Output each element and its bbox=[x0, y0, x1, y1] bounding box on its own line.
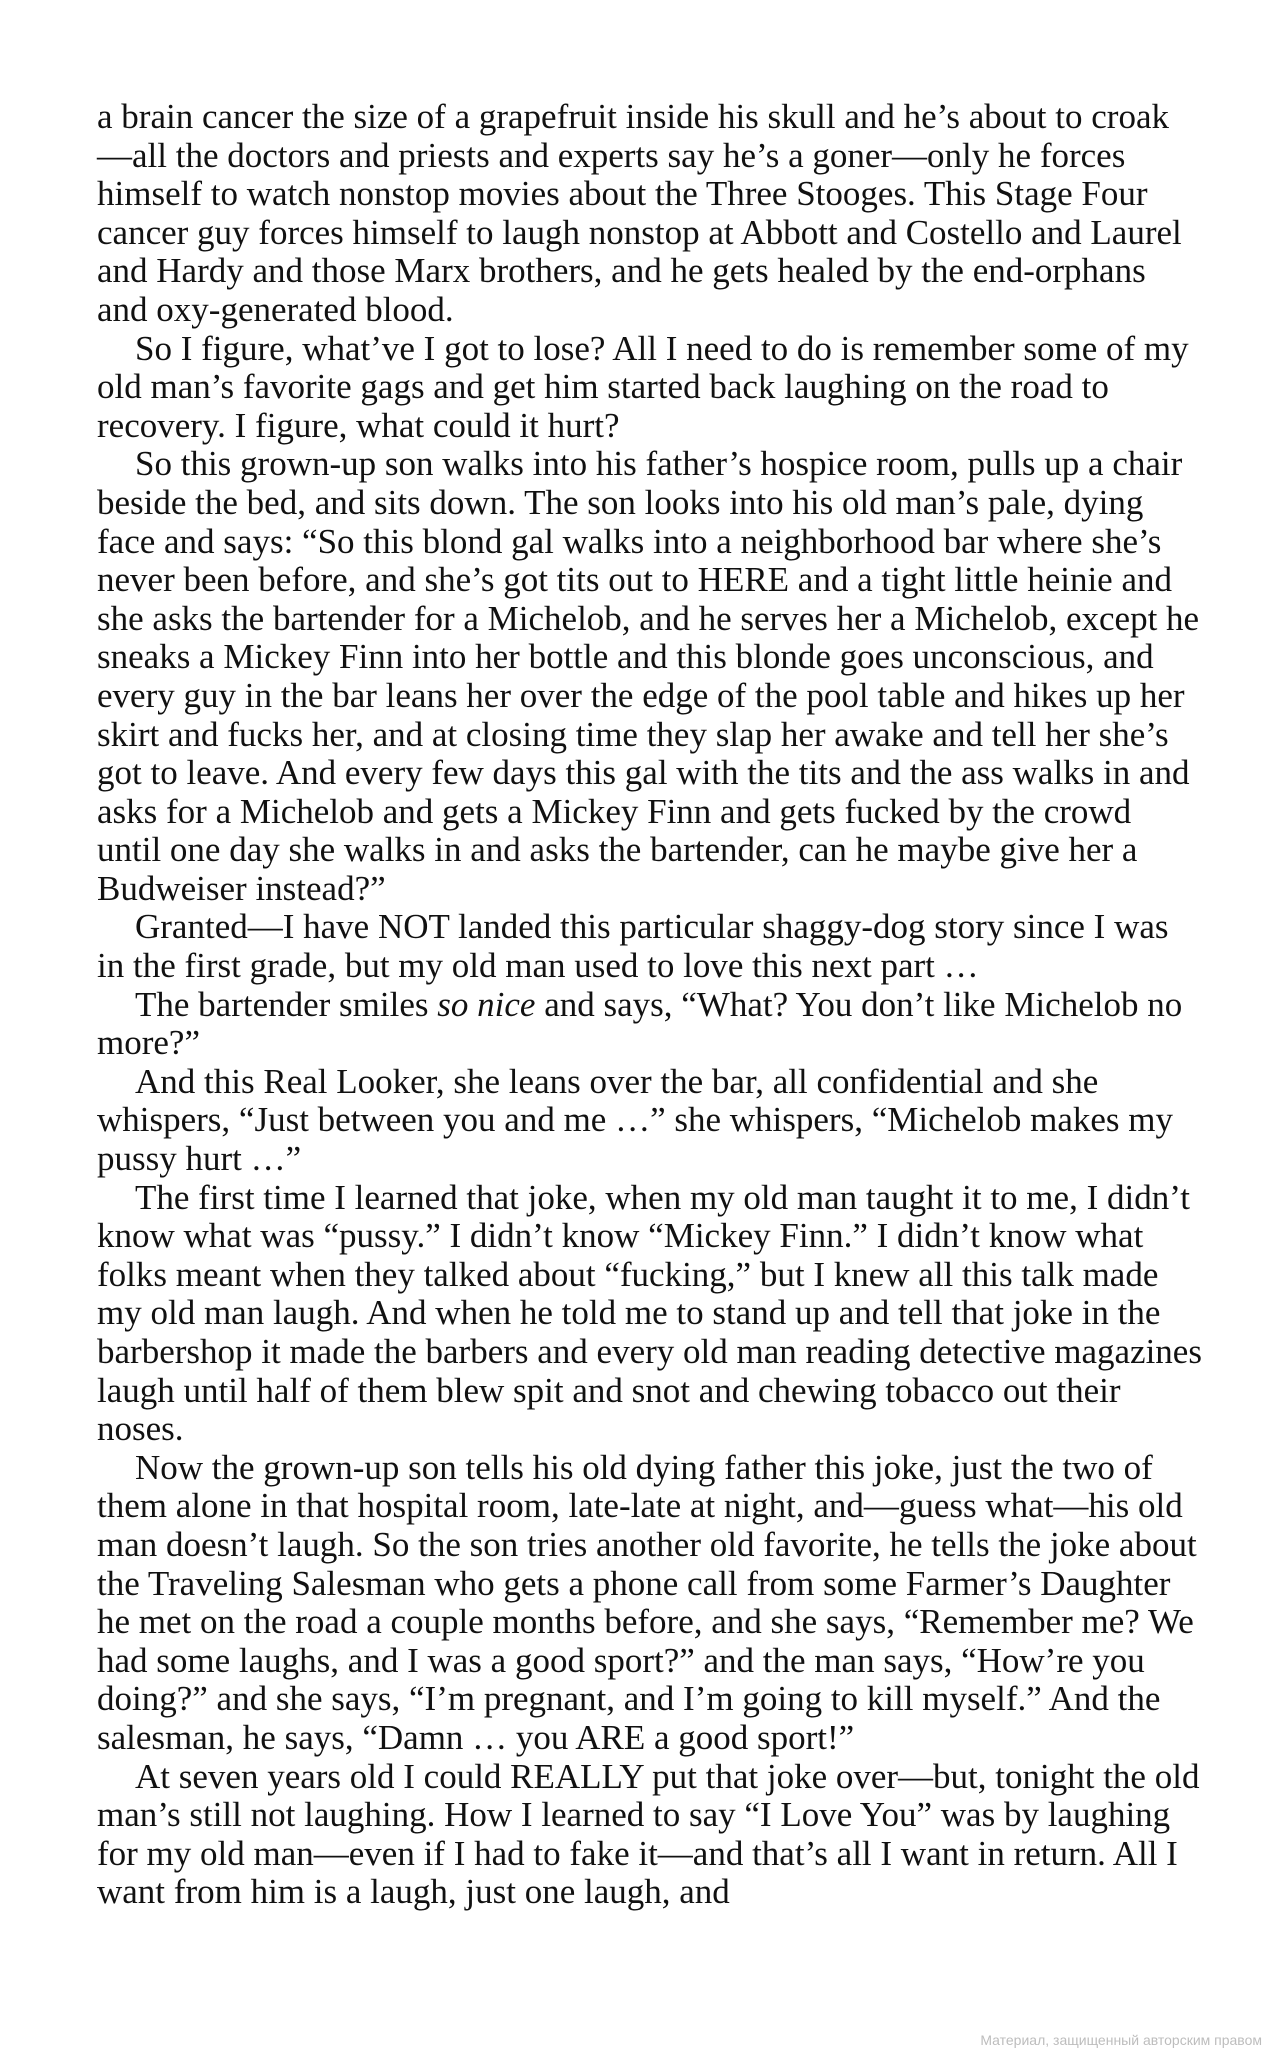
paragraph bbox=[97, 908, 1202, 985]
paragraph-text: So this grown-up son walks into his father’s hospice room, pulls up a chair beside the bed, and sits down. The son looks into his old man’s pale, dying face and says: “So this blond gal walks into a neighborhood bar where she’s never been before, and she’s got tits out to HERE and a tight little heinie and she asks the bartender for a Michelob, and he serves her a Michelob, except he sneaks a Mickey Finn into her bottle and this blonde goes unconscious, and every guy in the bar leans her over the edge of the pool table and hikes up her skirt and fucks her, and at closing time they slap her awake and tell her she’s got to leave. And every few days this gal with the tits and the ass walks in and asks for a Michelob and gets a Mickey Finn and gets fucked by the crowd until one day she walks in and asks the bartender, can he maybe give her a Budweiser instead?” bbox=[97, 444, 1200, 908]
paragraph-text: So I figure, what’ve I got to lose? All I need to do is remember some of my old man’s favorite gags and get him started back laughing on the road to recovery. I figure, what could it hurt? bbox=[97, 328, 1189, 445]
paragraph bbox=[97, 986, 1202, 1063]
paragraph-text: And this Real Looker, she leans over the bar, all confidential and she whispers, “Just between you and me …” she whispers, “Michelob makes my pussy hurt …” bbox=[97, 1061, 1174, 1179]
paragraph bbox=[97, 1449, 1202, 1758]
paragraph-text: and says, “What? You don’t like Michelob no more?” bbox=[97, 984, 1183, 1063]
copyright-watermark: Материал, защищенный авторским правом bbox=[980, 2032, 1262, 2048]
paragraph bbox=[97, 330, 1202, 446]
paragraph-text: At seven years old I could REALLY put that joke over—but, tonight the old man’s still not laughing. How I learned to say “I Love You” was by laughing for my old man—even if I had to fake it—and that’s all I want in return. All I want from him is a laugh, just one laugh, and bbox=[97, 1756, 1200, 1912]
paragraph-text: The bartender smiles bbox=[135, 984, 438, 1024]
paragraph-text: Granted—I have NOT landed this particular shaggy-dog story since I was in the first grade, but my old man used to love this next part … bbox=[97, 907, 1169, 986]
paragraph-text: a brain cancer the size of a grapefruit inside his skull and he’s about to croak—all the doctors and priests and experts say he’s a goner—only he forces himself to watch nonstop movies about the Three Stooges. This Stage Four cancer guy forces himself to laugh nonstop at Abbott and Costello and Laurel and Hardy and those Marx brothers, and he gets healed by the end-orphans and oxy-generated blood. bbox=[97, 97, 1182, 329]
paragraph-text: Now the grown-up son tells his old dying father this joke, just the two of them alone in that hospital room, late-late at night, and—guess what—his old man doesn’t laugh. So the son tries another old favorite, he tells the joke about the Traveling Salesman who gets a phone call from some Farmer’s Daughter he met on the road a couple months before, and she says, “Remember me? We had some laughs, and I was a good sport?” and the man says, “How’re you doing?” and she says, “I’m pregnant, and I’m going to kill myself.” And the salesman, he says, “Damn … you ARE a good sport!” bbox=[97, 1447, 1197, 1757]
book-page-body bbox=[97, 98, 1202, 1912]
paragraph-text: The first time I learned that joke, when my old man taught it to me, I didn’t know what was “pussy.” I didn’t know “Mickey Finn.” I didn’t know what folks meant when they talked about “fucking,” but I knew all this talk made my old man laugh. And when he told me to stand up and tell that joke in the barbershop it made the barbers and every old man reading detective magazines laugh until half of them blew spit and snot and chewing tobacco out their noses. bbox=[97, 1177, 1202, 1449]
paragraph bbox=[97, 445, 1202, 908]
italic-text: so nice bbox=[437, 984, 536, 1024]
paragraph bbox=[97, 98, 1202, 330]
paragraph bbox=[97, 1179, 1202, 1449]
paragraph bbox=[97, 1063, 1202, 1179]
paragraph bbox=[97, 1758, 1202, 1912]
